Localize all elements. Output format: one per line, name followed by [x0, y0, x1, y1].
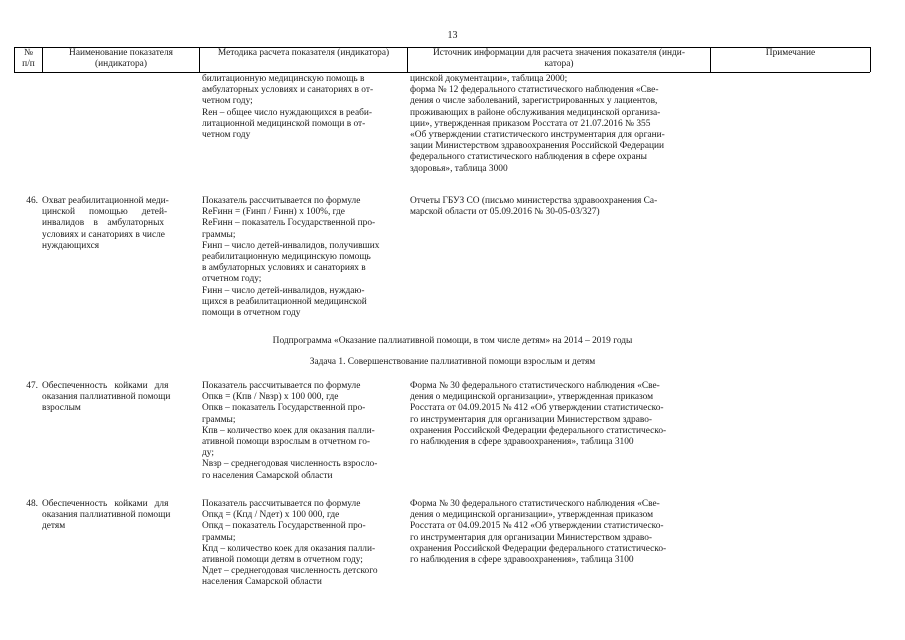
task-title: Задача 1. Совершенствование паллиативной помощи взрослым и детям [309, 357, 596, 367]
header-col-source: Источник информации для расчета значения показателя (инди- катора) [407, 47, 710, 72]
header-col-number: № п/п [14, 47, 42, 72]
row-47-number: 47. [26, 381, 38, 391]
row-46-name: Охват реабилитационной меди- цинской помощью детей- инвалидов в амбулаторных условиях и санаториях в числе нуждающихся [42, 196, 169, 251]
continuation-source: цинской документации», таблица 2000; форма № 12 федерального статистического наблюдения «Све- дения о числе заболеваний, зарегистрированных у лациентов, проживающих в районе обслуживания медицинской организа- ции», утвержденная приказом Росстата от 21.07.2016 № 355 «Об утверждении статистического инструментария для органи- зации Министерством здравоохранения Российской Федерации федерального статистического наблюдения в сфере охраны здоровья», таблица 3000 [410, 74, 665, 174]
row-47-name: Обеспеченность койками для оказания паллиативной помощи взрослым [42, 381, 171, 414]
row-48-name: Обеспеченность койками для оказания паллиативной помощи детям [42, 499, 171, 532]
row-47-method: Показатель рассчитывается по формуле Опкв = (Кпв / Nвзр) x 100 000, где Опкв – показатель Государственной про- граммы; Кпв – количество коек для оказания палли- ативной помощи взрослым в отчетном го- ду; Nвзр – среднегодовая численность взросло- го населения Самарской области [202, 381, 378, 481]
row-48-number: 48. [26, 499, 38, 509]
header-bottom-rule [14, 72, 870, 73]
page-number: 13 [447, 30, 458, 41]
row-48-method: Показатель рассчитывается по формуле Опкд = (Кпд / Nдет) x 100 000, где Опкд – показатель Государственной про- граммы; Кпд – количество коек для оказания палли- ативной помощи детям в отчетном году; Nдет – среднегодовая численность детского населения Самарской области [202, 499, 378, 588]
header-col-name: Наименование показателя (индикатора) [42, 47, 199, 72]
row-46-number: 46. [26, 196, 38, 206]
header-col-note: Примечание [710, 47, 870, 72]
header-right-border [870, 47, 871, 72]
row-46-method: Показатель рассчитывается по формуле ReFинн = (Fинп / Fинн) x 100%, где ReFинн – показатель Государственной про- граммы; Fинп – число детей-инвалидов, получивших реабилитационную медицинскую помощь в амбулаторных условиях и санаториях в отчетном году; Fинн – число детей-инвалидов, нуждаю- щихся в реабилитационной медицинской помощи в отчетном году [202, 196, 380, 319]
row-46-source: Отчеты ГБУЗ СО (письмо министерства здравоохранения Са- марской области от 05.09.2016 № 30-05-03/327) [410, 196, 658, 218]
header-col-method: Методика расчета показателя (индикатора) [199, 47, 407, 72]
row-47-source: Форма № 30 федерального статистического наблюдения «Све- дения о медицинской организации», утвержденная приказом Росстата от 04.09.2015 № 412 «Об утверждении статистическо- го инструментария для организации Министерством здраво- охранения Российской Федерации федерального статистическо- го наблюдения в сфере здравоохранения», таблица 3100 [410, 381, 667, 448]
continuation-method: билитационную медицинскую помощь в амбулаторных условиях и санаториях в от- четном году; Reн – общее число нуждающихся в реаби- литационной медицинской помощи в от- четном году [202, 74, 374, 141]
subprogram-title: Подпрограмма «Оказание паллиативной помощи, в том числе детям» на 2014 – 2019 годы [272, 336, 633, 346]
row-48-source: Форма № 30 федерального статистического наблюдения «Све- дения о медицинской организации», утвержденная приказом Росстата от 04.09.2015 № 412 «Об утверждении статистическо- го инструментария для организации Министерством здраво- охранения Российской Федерации федерального статистическо- го наблюдения в сфере здравоохранения», таблица 3100 [410, 499, 667, 566]
